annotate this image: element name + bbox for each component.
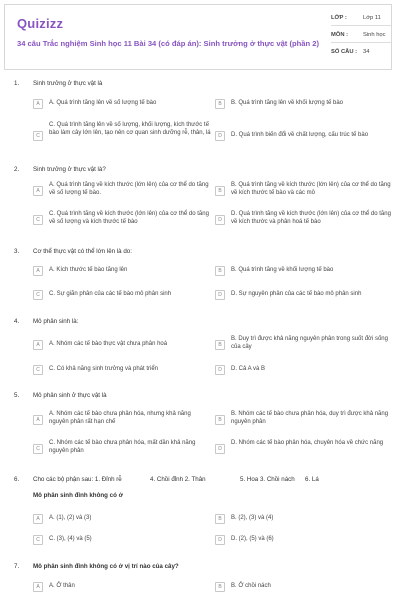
worksheet-title: 34 câu Trắc nghiệm Sinh học 11 Bài 34 (có đáp án): Sinh trưởng ở thực vật (phần 2) — [17, 39, 319, 48]
question-count-value: 34 — [363, 49, 370, 55]
option-text: A. Quá trình tăng lên về số lượng tế bào — [49, 100, 157, 106]
option-text: B. Quá trình tăng về khối lượng tế bào — [231, 267, 334, 273]
option-text: C. Nhóm các tế bào chưa phân hóa, mất dần khả năng nguyên phân — [49, 440, 196, 454]
option-letter-box: D — [215, 365, 225, 375]
option-letter-box: A — [33, 340, 43, 350]
question-text: Cơ thể thực vật có thể lớn lên là do: — [33, 248, 132, 255]
answer-option[interactable] — [215, 532, 395, 548]
option-letter-box: D — [215, 131, 225, 141]
question-number: 6. — [14, 476, 20, 483]
answer-option[interactable] — [33, 182, 211, 200]
option-letter-box: D — [215, 444, 225, 454]
option-text: D. Cả A và B — [231, 366, 266, 372]
option-text: D. Nhóm các tế bào phân hóa, chuyên hóa về chức năng — [231, 440, 384, 446]
question-text: Mô phân sinh là: — [33, 318, 79, 325]
question-number: 1. — [14, 80, 20, 87]
answer-option[interactable] — [33, 532, 211, 548]
answer-option[interactable] — [215, 362, 395, 378]
option-text: B. (2), (3) và (4) — [231, 515, 274, 521]
answer-option[interactable] — [215, 411, 395, 429]
option-text: B. Quá trình tăng lên về khối lượng tế bào — [231, 100, 344, 106]
option-text: A. Nhóm các tế bào chưa phân hóa, nhưng khả năng nguyên phân rất hạn chế — [49, 411, 191, 425]
question-text: Sinh trưởng ở thực vật là — [33, 80, 103, 87]
answer-option[interactable] — [215, 440, 395, 458]
answer-option[interactable] — [215, 182, 395, 200]
option-text: B. Ở chồi nách — [231, 583, 271, 589]
option-letter-box: A — [33, 186, 43, 196]
question-count-label: SỐ CÂU : — [331, 49, 358, 55]
answer-option[interactable] — [33, 411, 211, 429]
answer-option[interactable] — [215, 128, 395, 144]
answer-option[interactable] — [33, 362, 211, 378]
option-text: A. Nhóm các tế bào thực vật chưa phân hoá — [49, 341, 168, 347]
question-number: 5. — [14, 392, 20, 399]
context-part: Cho các bộ phận sau: 1. Đỉnh rễ — [33, 476, 122, 483]
answer-option[interactable] — [33, 96, 213, 112]
answer-option[interactable] — [33, 211, 211, 229]
subject-value: Sinh học — [363, 32, 386, 38]
option-text: D. Quá trình tăng về kích thước (lớn lên) của cơ thể do tăng về kích thước và phân hoá tế bào — [231, 211, 391, 225]
question-number: 3. — [14, 248, 20, 255]
answer-option[interactable] — [33, 579, 211, 595]
answer-option[interactable] — [215, 96, 395, 112]
option-letter-box: C — [33, 365, 43, 375]
option-text: B. Nhóm các tế bào chưa phân hóa, duy trì được khả năng nguyên phân — [231, 411, 389, 425]
worksheet-header — [4, 4, 392, 70]
option-text: D. Quá trình biến đổi về chất lượng, cấu trúc tế bào — [231, 132, 369, 138]
option-letter-box: D — [215, 535, 225, 545]
option-text: C. Sự giãn phân của các tế bào mô phân sinh — [49, 291, 172, 297]
question-text: Mô phân sinh đỉnh không có ở — [33, 492, 123, 499]
option-text: A. (1), (2) và (3) — [49, 515, 92, 521]
option-letter-box: C — [33, 290, 43, 300]
option-letter-box: A — [33, 582, 43, 592]
class-value: Lớp 11 — [363, 15, 381, 21]
option-text: C. Quá trình tăng lên về số lượng, khối lượng, kích thước tế bào làm cây lớn lên, tạo nên cơ quan sinh dưỡng rễ, thân, lá — [49, 122, 211, 136]
option-letter-box: B — [215, 99, 225, 109]
answer-option[interactable] — [33, 263, 211, 279]
question-number: 2. — [14, 166, 20, 173]
option-letter-box: C — [33, 444, 43, 454]
answer-option[interactable] — [215, 579, 395, 595]
field-underline — [331, 42, 391, 43]
context-part: 4. Chồi đỉnh 2. Thân — [150, 476, 206, 483]
option-text: A. Quá trình tăng về kích thước (lớn lên) của cơ thể do tăng về số lượng tế bào. — [49, 182, 209, 196]
answer-option[interactable] — [215, 511, 395, 527]
answer-option[interactable] — [33, 440, 211, 458]
answer-option[interactable] — [215, 211, 395, 229]
option-letter-box: C — [33, 215, 43, 225]
class-label: LỚP : — [331, 15, 347, 21]
option-text: C. Quá trình tăng về kích thước (lớn lên) của cơ thể do tăng về số lượng và kích thước tế bào — [49, 211, 209, 225]
question-number: 7. — [14, 563, 20, 570]
option-text: B. Quá trình tăng về kích thước (lớn lên) của cơ thể do tăng về kích thước tế bào và các mô — [231, 182, 391, 196]
option-letter-box: B — [215, 582, 225, 592]
field-underline — [331, 25, 391, 26]
context-part: 5. Hoa 3. Chồi nách — [240, 476, 295, 483]
option-text: B. Duy trì được khả năng nguyên phân trong suốt đời sống của cây — [231, 336, 388, 350]
option-text: C. Có khả năng sinh trưởng và phát triển — [49, 366, 159, 372]
option-letter-box: A — [33, 514, 43, 524]
option-letter-box: B — [215, 514, 225, 524]
question-text: Sinh trưởng ở thực vật là? — [33, 166, 106, 173]
option-letter-box: D — [215, 290, 225, 300]
option-letter-box: A — [33, 415, 43, 425]
option-text: D. Sự nguyên phân của các tế bào mô phân sinh — [231, 291, 362, 297]
option-letter-box: D — [215, 215, 225, 225]
option-letter-box: B — [215, 186, 225, 196]
quizizz-logo[interactable]: Quizizz — [17, 16, 64, 31]
answer-option[interactable] — [33, 122, 211, 150]
subject-label: MÔN : — [331, 32, 349, 38]
question-text: Mô phân sinh ở thực vật là — [33, 392, 107, 399]
option-text: A. Kích thước tế bào tăng lên — [49, 267, 128, 273]
option-letter-box: C — [33, 535, 43, 545]
option-letter-box: B — [215, 266, 225, 276]
option-letter-box: A — [33, 266, 43, 276]
option-letter-box: C — [33, 131, 43, 141]
question-number: 4. — [14, 318, 20, 325]
option-letter-box: B — [215, 415, 225, 425]
option-letter-box: B — [215, 340, 225, 350]
answer-option[interactable] — [33, 511, 211, 527]
answer-option[interactable] — [33, 337, 211, 353]
context-part: 6. Lá — [305, 476, 319, 483]
question-text: Mô phân sinh đỉnh không có ở vị trí nào của cây? — [33, 563, 179, 570]
option-text: A. Ở thân — [49, 583, 75, 589]
option-letter-box: A — [33, 99, 43, 109]
option-text: D. (2), (5) và (6) — [231, 536, 274, 542]
answer-option[interactable] — [215, 287, 395, 303]
answer-option[interactable] — [33, 287, 211, 303]
option-text: C. (3), (4) và (5) — [49, 536, 92, 542]
answer-option[interactable] — [215, 336, 395, 354]
answer-option[interactable] — [215, 263, 395, 279]
